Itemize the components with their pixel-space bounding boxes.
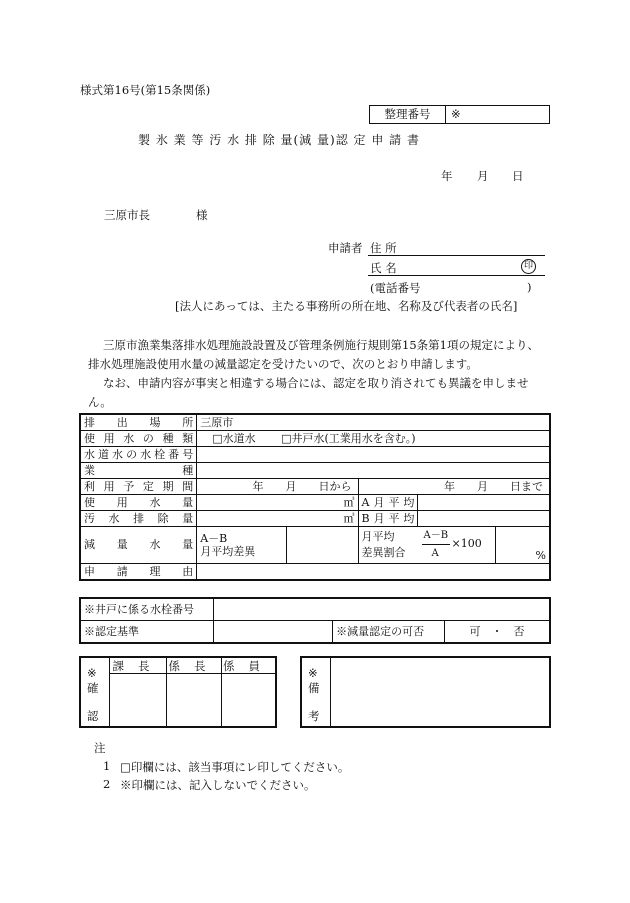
row-period bbox=[80, 479, 550, 495]
reason-value[interactable] bbox=[197, 564, 550, 581]
monthly-a-value[interactable] bbox=[418, 495, 550, 511]
row-usage bbox=[80, 495, 550, 511]
name-line[interactable] bbox=[368, 275, 545, 276]
date-year: 年 bbox=[441, 169, 453, 183]
period-from[interactable]: 年 月 日から bbox=[197, 479, 358, 495]
well-table bbox=[79, 597, 551, 644]
row-industry bbox=[80, 463, 550, 479]
body-p2b: ん。 bbox=[88, 395, 112, 409]
period-to[interactable]: 年 月 日まで bbox=[358, 479, 550, 495]
period-label: 利用予定期間 bbox=[80, 479, 197, 495]
ratio-cell bbox=[358, 527, 495, 564]
row-meter bbox=[80, 447, 550, 463]
remarks-label1: 備 bbox=[308, 681, 320, 695]
remarks-mark: ※ bbox=[308, 666, 318, 680]
row-discharge bbox=[80, 511, 550, 527]
ratio-multiplier: ×100 bbox=[451, 537, 482, 550]
meter-label: 水道水の水栓番号 bbox=[80, 447, 197, 463]
monthly-a-label: A月平均 bbox=[358, 495, 418, 511]
row-water-type bbox=[80, 431, 550, 447]
corp-note: [法人にあっては、主たる事務所の所在地、名称及び代表者の氏名] bbox=[175, 299, 518, 313]
col-kacho: 課長 bbox=[110, 658, 167, 674]
approval-options[interactable]: 可 ・ 否 bbox=[444, 621, 550, 644]
body-p1: 三原市漁業集落排水処理施設設置及び管理条例施行規則第15条第1項の規定により、 bbox=[103, 338, 539, 352]
col-kakariin: 係員 bbox=[223, 659, 274, 673]
addressee-name: 三原市長 bbox=[104, 208, 150, 222]
monthly-b-value[interactable] bbox=[418, 511, 550, 527]
ratio-label1: 月平均 bbox=[361, 530, 395, 543]
date-day: 日 bbox=[512, 169, 524, 183]
seiri-label: 整理番号 bbox=[370, 106, 446, 123]
water-opt-well[interactable]: □井戸水(工業用水を含む。) bbox=[281, 431, 416, 445]
discharge-unit: ㎥ bbox=[343, 511, 355, 525]
diff-value[interactable] bbox=[287, 527, 359, 564]
criteria-label: ※認定基準 bbox=[80, 621, 214, 644]
notes-title: 注 bbox=[94, 741, 106, 755]
ratio-label2: 差異割合 bbox=[361, 546, 406, 559]
form-title: 製 氷 業 等 汚 水 排 除 量(減 量)認 定 申 請 書 bbox=[138, 133, 420, 147]
diff-formula: A－B bbox=[200, 532, 228, 545]
well-meter-value[interactable] bbox=[214, 598, 550, 621]
water-type-label: 使用水の種類 bbox=[80, 431, 197, 447]
row-reason bbox=[80, 564, 550, 581]
criteria-value[interactable] bbox=[214, 621, 333, 644]
remarks-label-cell bbox=[302, 658, 331, 726]
meter-value[interactable] bbox=[197, 447, 550, 463]
note1-text: □印欄には、該当事項にレ印してください。 bbox=[120, 760, 350, 774]
addressee-honorific: 様 bbox=[196, 208, 208, 222]
confirm-label1: 確 bbox=[87, 681, 99, 695]
seal-kakariin[interactable] bbox=[222, 674, 275, 726]
well-meter-label: ※井戸に係る水栓番号 bbox=[80, 598, 214, 621]
ratio-value[interactable] bbox=[495, 527, 550, 564]
location-value[interactable]: 三原市 bbox=[197, 414, 550, 431]
usage-label: 使用水量 bbox=[80, 495, 197, 511]
discharge-label: 汚水排除量 bbox=[80, 511, 197, 527]
percent-sign: % bbox=[535, 549, 546, 562]
seal-kacho[interactable] bbox=[110, 674, 167, 726]
ratio-fraction-bar bbox=[422, 544, 450, 545]
confirm-mark: ※ bbox=[87, 666, 97, 680]
note2-text: ※印欄には、記入しないでください。 bbox=[120, 778, 316, 792]
confirm-label2: 認 bbox=[87, 709, 99, 723]
date-month: 月 bbox=[477, 169, 489, 183]
seiri-box bbox=[369, 105, 550, 124]
reason-label: 申請理由 bbox=[80, 564, 197, 581]
applicant-label: 申請者 bbox=[328, 241, 363, 255]
reduction-label: 減量水量 bbox=[80, 527, 197, 564]
water-opt-tap[interactable]: □水道水 bbox=[212, 431, 256, 445]
row-reduction bbox=[80, 527, 550, 564]
diff-label: 月平均差異 bbox=[200, 545, 256, 558]
confirm-label-cell bbox=[81, 658, 110, 726]
approval-label: ※減量認定の可否 bbox=[333, 621, 445, 644]
discharge-value[interactable] bbox=[197, 511, 358, 527]
ratio-denominator: A bbox=[431, 548, 439, 559]
body-p1b: 排水処理施設使用水量の減量認定を受けたいので、次のとおり申請します。 bbox=[88, 357, 478, 371]
row-location bbox=[80, 414, 550, 431]
remarks-box bbox=[300, 656, 551, 728]
address-label: 住 所 bbox=[370, 241, 397, 255]
remarks-label2: 考 bbox=[308, 709, 320, 723]
col-kakaricho: 係長 bbox=[167, 658, 222, 674]
industry-label: 業種 bbox=[80, 463, 197, 479]
seal-kakaricho[interactable] bbox=[167, 674, 222, 726]
address-line[interactable] bbox=[368, 255, 545, 256]
phone-close: ) bbox=[527, 280, 532, 294]
confirm-box bbox=[79, 656, 277, 728]
ratio-numerator: A－B bbox=[423, 530, 449, 541]
seiri-value[interactable]: ※ bbox=[451, 107, 461, 121]
main-table bbox=[79, 413, 551, 581]
form-id: 様式第16号(第15条関係) bbox=[80, 83, 211, 97]
diff-cell bbox=[197, 527, 287, 564]
name-label: 氏 名 bbox=[370, 261, 397, 275]
usage-unit: ㎥ bbox=[343, 495, 355, 509]
remarks-value[interactable] bbox=[331, 658, 549, 726]
seal-icon: 印 bbox=[521, 259, 536, 274]
note2-num: 2 bbox=[103, 777, 111, 791]
industry-value[interactable] bbox=[197, 463, 550, 479]
note1-num: 1 bbox=[103, 759, 111, 773]
body-p2: なお、申請内容が事実と相違する場合には、認定を取り消されても異議を申しませ bbox=[103, 376, 529, 390]
usage-value[interactable] bbox=[197, 495, 358, 511]
location-label: 排出場所 bbox=[80, 414, 197, 431]
monthly-b-label: B月平均 bbox=[358, 511, 418, 527]
phone-label: (電話番号 bbox=[370, 281, 421, 295]
water-type-cell[interactable] bbox=[197, 431, 550, 447]
